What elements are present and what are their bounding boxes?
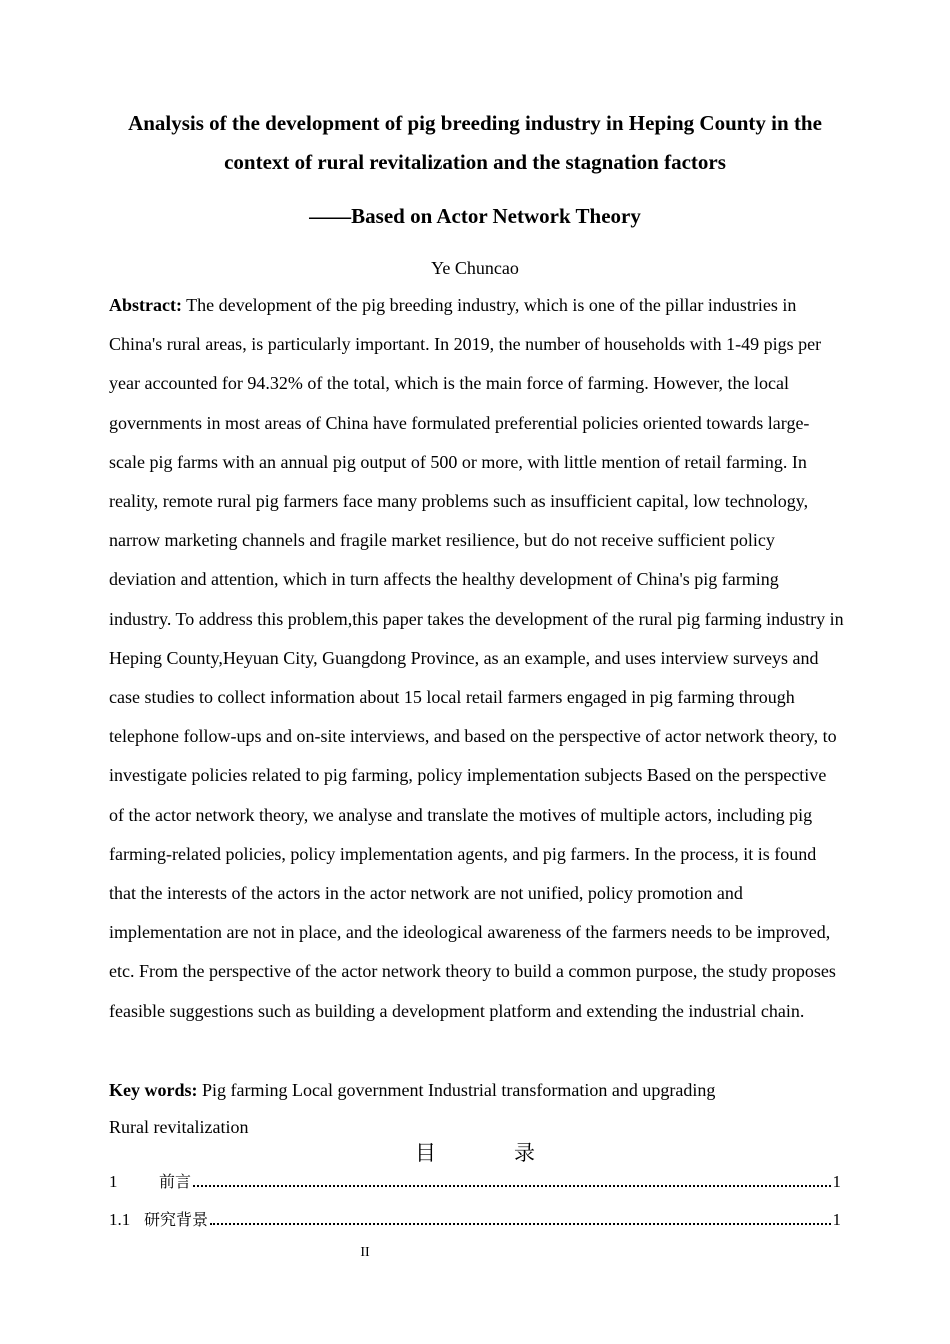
toc-entry-title: 研究背景	[144, 1210, 209, 1229]
keywords-label: Key words:	[109, 1080, 198, 1100]
toc-heading	[109, 1137, 841, 1169]
abstract-label: Abstract:	[109, 295, 182, 315]
paper-title: Analysis of the development of pig breeding industry in Heping County in the context of rural revitalization and the stagnation factors	[128, 111, 822, 174]
toc-entry-number: 1.1	[109, 1210, 131, 1229]
toc-entry-page: 1	[832, 1172, 841, 1191]
author-name: Ye Chuncao	[431, 258, 519, 278]
toc-leader-dots	[193, 1184, 830, 1187]
toc-entry[interactable]	[109, 1204, 841, 1230]
keywords-block	[109, 1072, 844, 1146]
toc-entry-title: 前言	[159, 1172, 192, 1191]
keywords-line-1	[109, 1072, 844, 1109]
toc-heading-right: 录	[514, 1141, 535, 1165]
keywords-text-2: Rural revitalization	[109, 1117, 249, 1137]
toc-entry-page: 1	[832, 1210, 841, 1229]
page-number: II	[360, 1245, 370, 1260]
toc-leader-dots	[210, 1222, 830, 1225]
paper-subtitle: ——Based on Actor Network Theory	[309, 204, 641, 228]
abstract-paragraph	[109, 286, 844, 1031]
toc-entry[interactable]	[109, 1166, 841, 1192]
toc-heading-left: 目	[415, 1141, 436, 1165]
abstract-text: The development of the pig breeding industry, which is one of the pillar industries in China's rural areas, is particularly important. In 2019, the number of households with 1-49 pigs per year accounted for 94.32% of the total, which is the main force of farming. However, the local governments in most areas of China have formulated preferential policies oriented towards large-scale pig farms with an annual pig output of 500 or more, with little mention of retail farming. In reality, remote rural pig farmers face many problems such as insufficient capital, low technology, narrow marketing channels and fragile market resilience, but do not receive sufficient policy deviation and attention, which in turn affects the healthy development of China's pig farming industry. To address this problem,this paper takes the development of the rural pig farming industry in Heping County,Heyuan City, Guangdong Province, as an example, and uses interview surveys and case studies to collect information about 15 local retail farmers engaged in pig farming through telephone follow-ups and on-site interviews, and based on the perspective of actor network theory, to investigate policies related to pig farming, policy implementation subjects Based on the perspective of the actor network theory, we analyse and translate the motives of multiple actors, including pig farming-related policies, policy implementation agents, and pig farmers. In the process, it is found that the interests of the actors in the actor network are not unified, policy promotion and implementation are not in place, and the ideological awareness of the farmers needs to be improved, etc. From the perspective of the actor network theory to build a common purpose, the study proposes feasible suggestions such as building a development platform and extending the industrial chain.	[109, 295, 844, 1021]
toc-entry-number: 1	[109, 1172, 118, 1191]
keywords-text-1: Pig farming Local government Industrial transformation and upgrading	[202, 1080, 716, 1100]
